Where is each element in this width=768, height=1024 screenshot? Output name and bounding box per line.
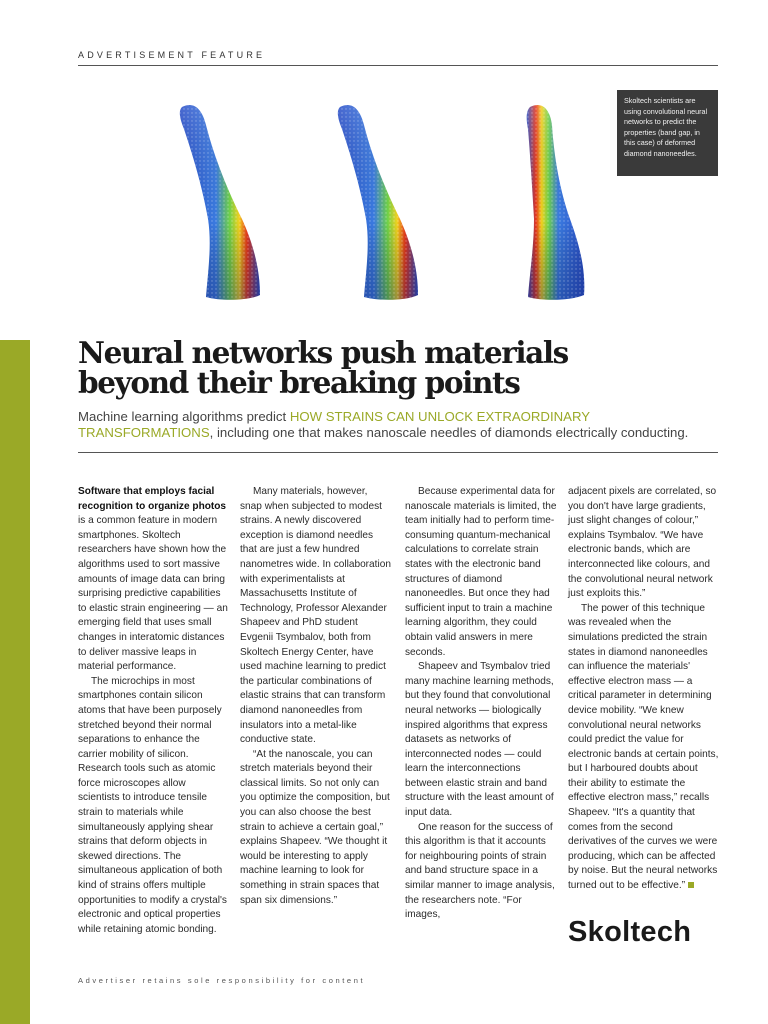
paragraph-text: The power of this technique was revealed when the simulations predicted the strain states in diamond nanoneedles can influence the materials' effective electron mass — a critical parameter in determining device mobility. “We knew convolutional neural networks could predict the value for electronic bands at certain points, but I harboured doubts about their ability to estimate the effective electron mass,” recalls Shapeev. “It's a quantity that comes from the second derivatives of the curves we were producing, which can be affected by noise. But the neural networks turned out to be effective.” bbox=[568, 602, 719, 892]
subtitle-lead: Machine learning algorithms predict bbox=[78, 409, 290, 424]
column-4 bbox=[568, 485, 720, 894]
subtitle-rest: , including one that makes nanoscale needles of diamonds electrically conducting. bbox=[209, 425, 689, 440]
needle-2 bbox=[338, 105, 418, 300]
paragraph: adjacent pixels are correlated, so you don't have large gradients, just slight changes of colour,” explains Tsymbalov. “We have electronic bands, which are interconnected like colours, and the convolutional neural network just exploits this.” bbox=[568, 486, 717, 600]
accent-side-bar bbox=[0, 340, 30, 1024]
paragraph bbox=[78, 485, 230, 675]
paragraph-text: is a common feature in modern smartphones. Skoltech researchers have shown how the algorithms used to sort massive amounts of image data can bring surprising predictive capabilities to elastic strain engineering — an emerging field that uses small changes in interatomic distances to deliver massive leaps in material performance. bbox=[78, 515, 228, 673]
subtitle-highlight: HOW STRAINS CAN UNLOCK EXTRAORDINARY TRANSFORMATIONS bbox=[78, 409, 590, 440]
footer-disclaimer: Advertiser retains sole responsibility for content bbox=[78, 976, 366, 985]
paragraph: Shapeev and Tsymbalov tried many machine learning methods, but they found that convolutional neural networks — biologically inspired algorithms that express datasets as networks of interconnected nodes — could learn the interconnections between elastic strain and band structure with the least amount of input data. bbox=[405, 661, 554, 819]
paragraph bbox=[568, 602, 720, 894]
paragraph: Because experimental data for nanoscale materials is limited, the team initially had to perform time-consuming quantum-mechanical calculations to correlate strain states with the electronic band structures of diamond nanoneedles. But once they had sufficient input to train a machine learning algorithm, they could obtain valid answers in mere seconds. bbox=[405, 486, 557, 658]
advertisement-feature-label: ADVERTISEMENT FEATURE bbox=[78, 50, 266, 60]
article-subtitle bbox=[78, 409, 728, 441]
skoltech-logo: Skoltech bbox=[568, 916, 692, 948]
body-rule bbox=[78, 452, 718, 453]
header-rule bbox=[78, 65, 718, 66]
column-2 bbox=[240, 485, 392, 908]
lead-in: Software that employs facial recognition to organize photos bbox=[78, 486, 227, 512]
column-3 bbox=[405, 485, 557, 923]
nanoneedle-illustration bbox=[150, 95, 610, 310]
title-line-1: Neural networks push materials bbox=[78, 335, 568, 370]
title-line-2: beyond their breaking points bbox=[78, 365, 520, 400]
paragraph: The microchips in most smartphones contain silicon atoms that have been purposely stretched beyond their normal separations to enhance the carrier mobility of silicon. Research tools such as atomic force microscopes allow scientists to introduce tensile strain to materials while simultaneously applying shear strains that deform objects in skewed directions. The simultaneous application of both kind of strains offers multiple opportunities to modify a crystal's electronic and optical properties while retaining atomic bonding. bbox=[78, 675, 227, 935]
needle-1 bbox=[180, 105, 260, 300]
article-title bbox=[78, 335, 718, 400]
needle-3 bbox=[527, 105, 585, 300]
paragraph: One reason for the success of this algorithm is that it accounts for neighbouring points of strain and band structure space in a similar manner to image analysis, the researchers note. “For images, bbox=[405, 821, 555, 921]
paragraph: Many materials, however, snap when subjected to modest strains. A newly discovered exception is diamond needles that are just a few hundred nanometres wide. In collaboration with experimentalists at Massachusetts Institute of Technology, Professor Alexander Shapeev and PhD student Evgenii Tsymbalov, both from Skoltech Energy Center, have used machine learning to predict the particular combinations of elastic strains that can transform diamond nanoneedles from insulators into a metal-like conductive state. bbox=[240, 486, 391, 746]
paragraph: “At the nanoscale, you can stretch materials beyond their classical limits. So not only can you optimize the composition, but you can also choose the best strain to achieve a certain goal,” explains Shapeev. “We thought it would be interesting to apply machine learning to look for something in strain spaces that span six dimensions.” bbox=[240, 748, 390, 906]
image-caption: Skoltech scientists are using convolutional neural networks to predict the properties (band gap, in this case) of deformed diamond nanoneedles. bbox=[617, 90, 718, 176]
end-mark-icon bbox=[688, 882, 694, 888]
column-1 bbox=[78, 485, 230, 937]
